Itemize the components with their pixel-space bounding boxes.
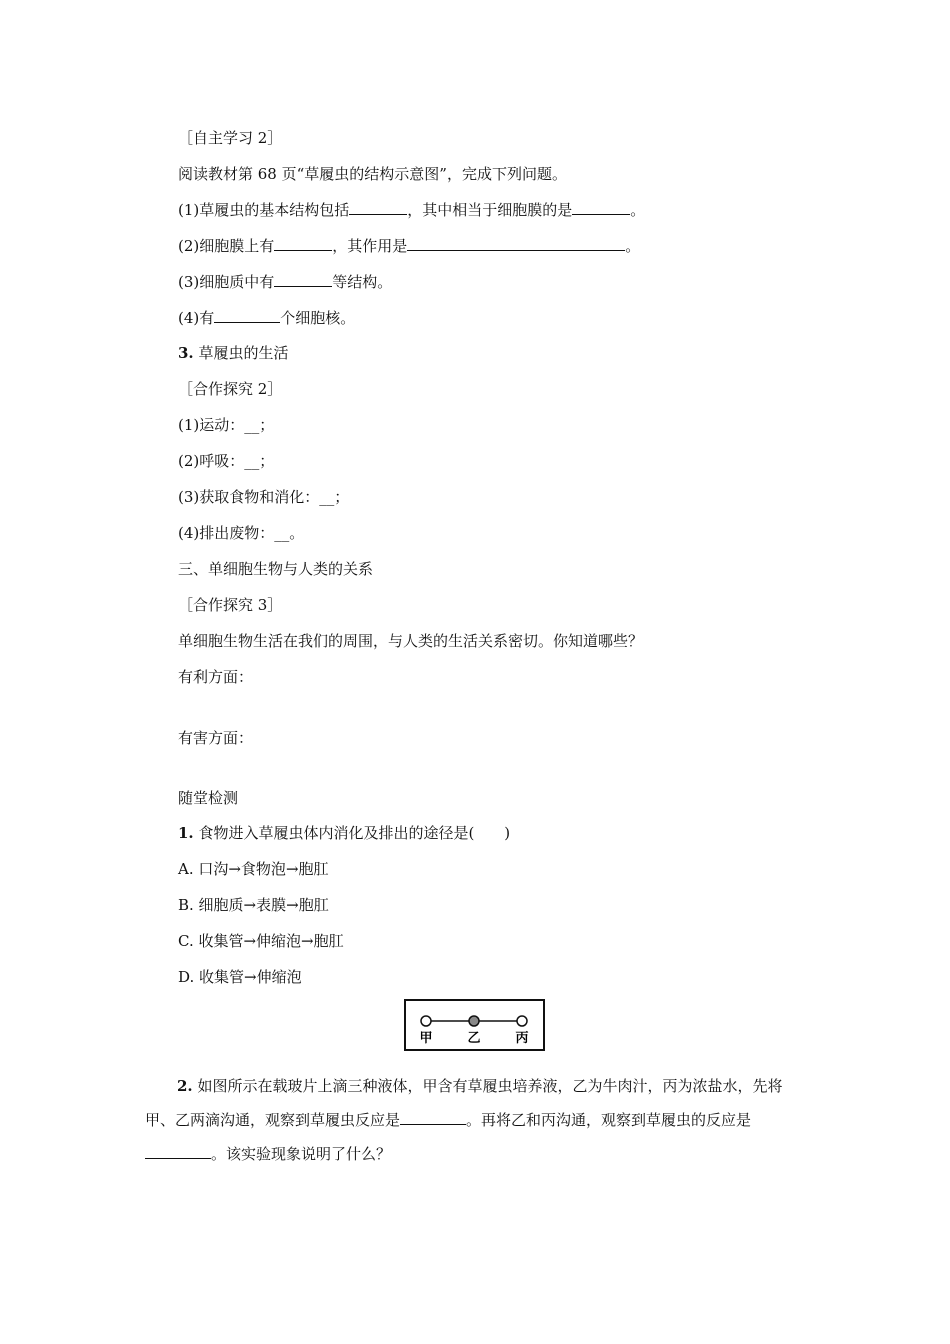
quiz-question-2-number: 2.	[177, 1077, 193, 1095]
label-jia: 甲	[419, 1031, 433, 1046]
life-item-movement: (1)运动：__；	[178, 416, 275, 434]
question-4-part-b: 个细胞核。	[280, 309, 356, 327]
question-1-part-b: ，其中相当于细胞膜的是	[407, 201, 573, 219]
label-bing: 丙	[515, 1031, 529, 1046]
answer-blank[interactable]	[145, 1144, 211, 1159]
quiz-question-1-number: 1.	[178, 824, 194, 842]
drop-jia	[421, 1016, 431, 1026]
quiz-question-1	[178, 823, 510, 843]
answer-blank[interactable]	[572, 200, 630, 215]
question-4-part-a: (4)有	[178, 309, 215, 327]
life-item-digestion: (3)获取食物和消化：__；	[178, 488, 350, 506]
beneficial-aspects-label: 有利方面：	[178, 668, 254, 686]
question-4	[178, 308, 355, 328]
question-2-part-a: (2)细胞膜上有	[178, 237, 275, 255]
answer-blank[interactable]	[400, 1110, 466, 1125]
answer-blank[interactable]	[274, 236, 332, 251]
life-item-breathing: (2)呼吸：__；	[178, 452, 275, 470]
coop-3-question: 单细胞生物生活在我们的周围，与人类的生活关系密切。你知道哪些？	[178, 632, 644, 650]
question-3	[178, 272, 392, 292]
quiz-question-2	[145, 1069, 810, 1171]
section-3-heading	[178, 343, 288, 363]
quiz-question-2-part-1: 如图所示在载玻片上滴三种液体，甲含有草履虫培养液，乙为牛肉汁，丙为浓盐水，先将甲、乙两滴沟通，观察到草履虫反应是	[145, 1077, 783, 1129]
answer-blank[interactable]	[214, 308, 280, 323]
question-1	[178, 200, 645, 220]
slide-diagram-svg	[406, 1001, 543, 1049]
quiz-title: 随堂检测	[178, 789, 239, 807]
drop-yi	[469, 1016, 479, 1026]
option-c[interactable]: C. 收集管→伸缩泡→胞肛	[178, 932, 344, 950]
quiz-question-2-part-2: 。再将乙和丙沟通，观察到草履虫的反应是	[466, 1111, 752, 1129]
option-d[interactable]: D. 收集管→伸缩泡	[178, 968, 302, 986]
part-3-title: 三、单细胞生物与人类的关系	[178, 560, 374, 578]
answer-blank[interactable]	[349, 200, 407, 215]
question-1-part-c: 。	[630, 201, 646, 219]
section-3-number: 3.	[178, 344, 194, 362]
question-3-part-b: 等结构。	[332, 273, 393, 291]
option-b[interactable]: B. 细胞质→表膜→胞肛	[178, 896, 329, 914]
question-2	[178, 236, 640, 256]
life-item-excretion: (4)排出废物：__。	[178, 524, 305, 542]
label-yi: 乙	[467, 1031, 481, 1046]
self-study-2-heading: ［自主学习 2］	[178, 129, 283, 147]
question-2-part-b: ，其作用是	[332, 237, 408, 255]
question-2-part-c: 。	[625, 237, 641, 255]
harmful-aspects-label: 有害方面：	[178, 729, 254, 747]
drop-bing	[517, 1016, 527, 1026]
self-study-2-intro: 阅读教材第 68 页“草履虫的结构示意图”，完成下列问题。	[178, 165, 567, 183]
section-3-title: 草履虫的生活	[193, 344, 289, 362]
quiz-question-1-text: 食物进入草履虫体内消化及排出的途径是( )	[193, 824, 511, 842]
coop-2-heading: ［合作探究 2］	[178, 380, 283, 398]
option-a[interactable]: A. 口沟→食物泡→胞肛	[178, 860, 329, 878]
answer-blank[interactable]	[407, 236, 625, 251]
coop-3-heading: ［合作探究 3］	[178, 596, 283, 614]
answer-blank[interactable]	[274, 272, 332, 287]
slide-diagram	[404, 999, 545, 1051]
question-1-part-a: (1)草履虫的基本结构包括	[178, 201, 350, 219]
quiz-question-2-part-3: 。该实验现象说明了什么？	[211, 1145, 392, 1163]
question-3-part-a: (3)细胞质中有	[178, 273, 275, 291]
